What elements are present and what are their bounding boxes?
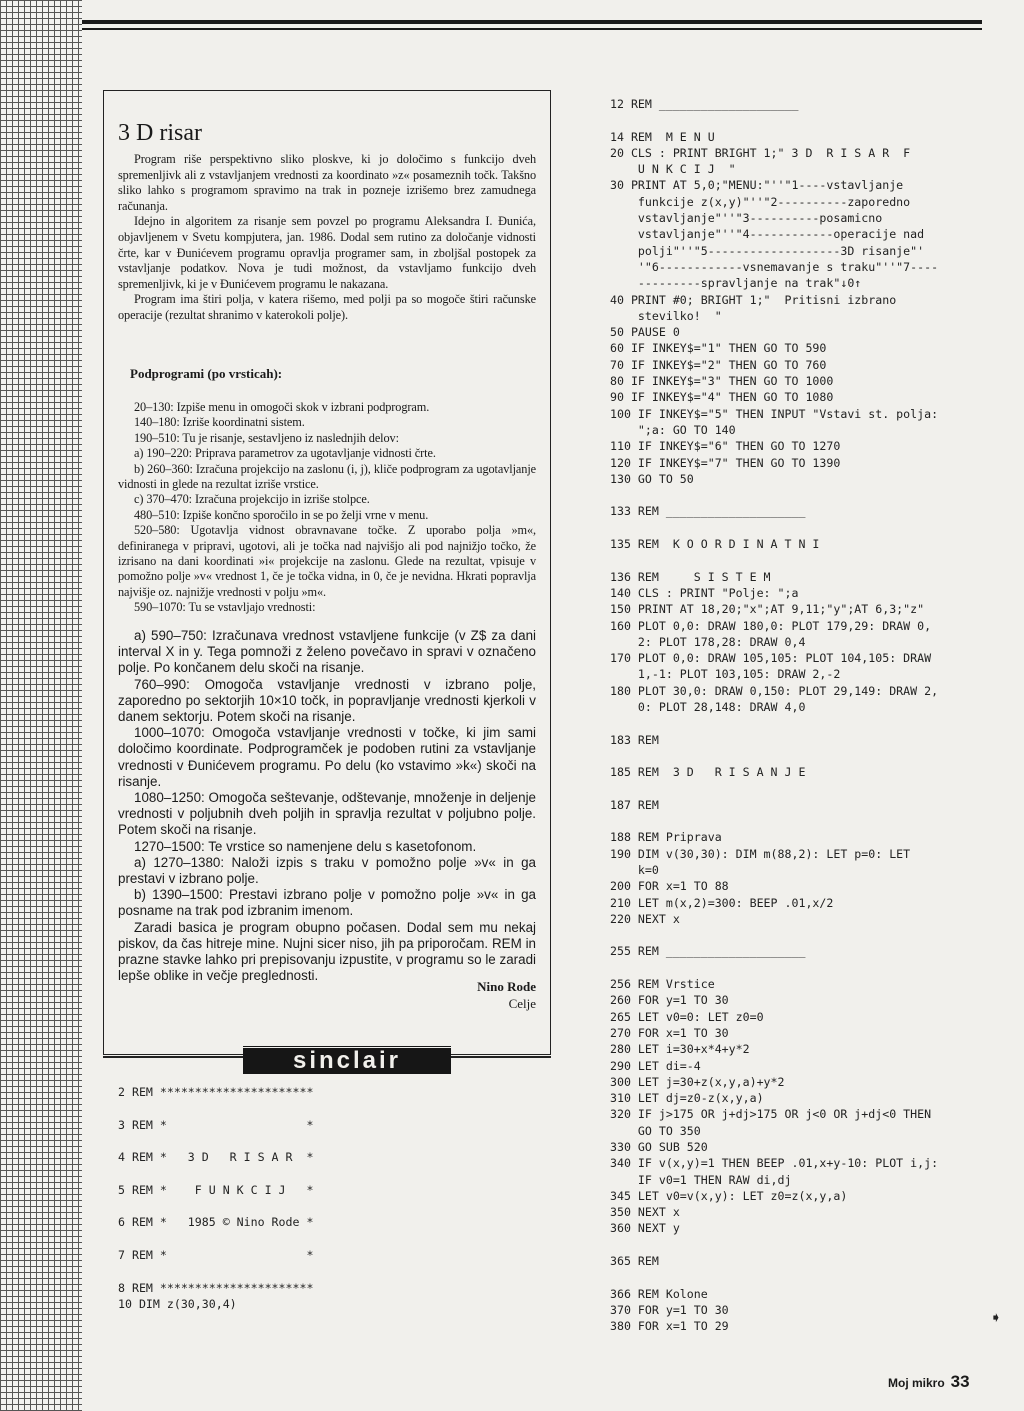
code-line: 7 REM * * bbox=[118, 1247, 314, 1262]
code-line: U N K C I J " bbox=[610, 162, 736, 177]
code-line: funkcije z(x,y)"''"2----------zaporedno bbox=[610, 194, 911, 209]
subroutine-item: 190–510: Tu je risanje, sestavljeno iz naslednjih delov: bbox=[134, 430, 399, 445]
intro-paragraph: Idejno in algoritem za risanje sem povzel po programu Aleksandra I. Đunića, objavljenem v Svetu kompjutera, jan. 1986. Dodal sem rutino za določanje vidnosti črte, kar v Đunićevem programu opravlja programer sam, in zboljšal postopek za vstavljanje podatkov. Nova je tudi možnost, da vstavljamo funkcijo dveh spremenljivk, ki je v Đunićevem programu le nakazana. bbox=[118, 214, 536, 291]
code-line: 70 IF INKEY$="2" THEN GO TO 760 bbox=[610, 357, 827, 372]
code-line: 1,-1: PLOT 103,105: DRAW 2,-2 bbox=[610, 667, 841, 682]
code-line: vstavljanje"''"4------------operacije nad bbox=[610, 227, 925, 242]
code-line: ---------spravljanje na trak"↓0↑ bbox=[610, 276, 862, 291]
code-line: 210 LET m(x,2)=300: BEEP .01,x/2 bbox=[610, 895, 834, 910]
code-line: 370 FOR y=1 TO 30 bbox=[610, 1302, 729, 1317]
closing-paragraph: Zaradi basica je program obupno počasen. Dodal sem mu nekaj piskov, da čas hitreje mine. Nujni sicer niso, jih pa priporočam. REM in prazne stavke lahko pri prepisovanju izpustite, v programu so le zaradi lepše oblike in večje preglednosti. bbox=[118, 919, 536, 984]
code-line: 110 IF INKEY$="6" THEN GO TO 1270 bbox=[610, 439, 841, 454]
code-line: 133 REM ____________________ bbox=[610, 504, 806, 519]
code-line: 150 PRINT AT 18,20;"x";AT 9,11;"y";AT 6,3;"z" bbox=[610, 602, 925, 617]
code-line bbox=[118, 1263, 313, 1279]
code-line: 10 DIM z(30,30,4) bbox=[118, 1296, 237, 1311]
code-line: 3 REM * * bbox=[118, 1117, 314, 1132]
code-line: 185 REM 3 D R I S A N J E bbox=[610, 765, 806, 780]
subroutine-item: b) 1390–1500: Prestavi izbrano polje v pomožno polje »v« in ga posname na trak pod izbranim imenom. bbox=[118, 887, 536, 919]
code-line: 90 IF INKEY$="4" THEN GO TO 1080 bbox=[610, 390, 834, 405]
code-line: 310 LET dj=z0-z(x,y,a) bbox=[610, 1091, 764, 1106]
subroutine-item: a) 1270–1380: Naloži izpis s traku v pomožno polje »v« in ga prestavi v izbrano polje. bbox=[118, 854, 536, 887]
code-line: 270 FOR x=1 TO 30 bbox=[610, 1025, 729, 1040]
article-title: 3 D risar bbox=[118, 120, 202, 146]
subroutine-item: 520–580: Ugotavlja vidnost obravnavane točke. Z uporabo polja »m«, definiranega v pripravi, ugotovi, ali je točka nad najvišjo ali pod najnižjo točko, že izrisano na dani koordinati »i« projekcije na zaslonu. Glede na rezultat, vpisuje v pomožno polje »v« vrednost 1, če je točka vidna, in 0, če je nevidna. Hkrati popravlja najvišje oz. najnižje vrednosti v polju »m«. bbox=[118, 523, 536, 599]
code-line: 30 PRINT AT 5,0;"MENU:"''"1----vstavljanje bbox=[610, 178, 904, 193]
subroutine-item: a) 190–220: Priprava parametrov za ugotavljanje vidnosti črte. bbox=[134, 446, 436, 461]
code-line bbox=[610, 927, 938, 943]
magazine-name: Moj mikro bbox=[888, 1376, 945, 1390]
subroutine-item: 1000–1070: Omogoča vstavljanje vrednosti v točke, ki jim sami določimo koordinate. Podprogramček je podoben rutini za vstavljanje vrednosti v Đunićevem programu. Po delu (ko vstavimo »k«) skoči na risanje. bbox=[118, 725, 536, 789]
code-line: stevilko! " bbox=[610, 308, 722, 323]
code-line: 80 IF INKEY$="3" THEN GO TO 1000 bbox=[610, 374, 834, 389]
code-line: 360 NEXT y bbox=[610, 1221, 680, 1236]
author-name: Nino Rode bbox=[477, 979, 536, 994]
article-intro bbox=[118, 152, 536, 324]
intro-paragraph: Program riše perspektivno sliko ploskve, ki jo določimo s funkcijo dveh spremenljivk ali z vstavljanjem vrednosti za koordinato »z« posameznih točk. Takšno sliko lahko s programom spravimo na trak in pozneje izrišemo brez zamudnega računanja. bbox=[118, 152, 536, 213]
code-line: k=0 bbox=[610, 862, 659, 877]
code-line: 345 LET v0=v(x,y): LET z0=z(x,y,a) bbox=[610, 1188, 848, 1203]
code-line: 20 CLS : PRINT BRIGHT 1;" 3 D R I S A R F bbox=[610, 145, 911, 160]
code-line: 4 REM * 3 D R I S A R * bbox=[118, 1150, 314, 1165]
grid-margin-pattern bbox=[0, 0, 82, 1411]
code-listing-left bbox=[118, 1084, 313, 1312]
page-number: 33 bbox=[950, 1372, 970, 1391]
author-block bbox=[477, 978, 536, 1012]
code-line: 135 REM K O O R D I N A T N I bbox=[610, 537, 820, 552]
subroutine-item: 20–130: Izpiše menu in omogoči skok v izbrani podprogram. bbox=[134, 400, 430, 414]
code-line: 12 REM ____________________ bbox=[610, 97, 799, 111]
code-line: 140 CLS : PRINT "Polje: ";a bbox=[610, 585, 799, 600]
subroutine-item: 590–1070: Tu se vstavljajo vrednosti: bbox=[134, 600, 316, 615]
code-line: 0: PLOT 28,148: DRAW 4,0 bbox=[610, 699, 806, 714]
code-line bbox=[610, 960, 938, 976]
code-line: 330 GO SUB 520 bbox=[610, 1140, 708, 1154]
code-line: 265 LET v0=0: LET z0=0 bbox=[610, 1009, 764, 1024]
subroutine-item: 1270–1500: Te vrstice so namenjene delu s kasetofonom. bbox=[134, 838, 477, 854]
subroutine-item: 760–990: Omogoča vstavljanje vrednosti v izbrano polje, zaporedno po sektorjih 10×10 točk, in popravljanje vrednosti kjerkoli v danem sektorju. Potem skoči na risanje. bbox=[118, 676, 536, 725]
code-line: 40 PRINT #0; BRIGHT 1;" Pritisni izbrano bbox=[610, 292, 897, 307]
code-line: polji"''"5-------------------3D risanje"' bbox=[610, 243, 925, 258]
code-line bbox=[118, 1100, 313, 1116]
code-line: 190 DIM v(30,30): DIM m(88,2): LET p=0: LET bbox=[610, 846, 911, 861]
code-line: 136 REM S I S T E M bbox=[610, 569, 771, 584]
code-line bbox=[610, 780, 938, 796]
code-line: 290 LET di=-4 bbox=[610, 1058, 701, 1073]
code-line bbox=[610, 487, 938, 503]
subroutine-item: 140–180: Izriše koordinatni sistem. bbox=[134, 415, 305, 430]
subroutine-item: a) 590–750: Izračunava vrednost vstavljene funkcije (v Z$ za dani interval X in y. Tega pomnoži z želeno povečavo in spravi v označeno polje. Po končanem delu skoči na risanje. bbox=[118, 628, 536, 676]
code-line bbox=[610, 112, 938, 128]
sinclair-logo: sinclair bbox=[243, 1045, 451, 1074]
subroutines-list-continued bbox=[118, 628, 536, 984]
page-footer bbox=[888, 1372, 970, 1392]
code-line: 365 REM bbox=[610, 1254, 659, 1269]
top-rule bbox=[82, 20, 982, 24]
code-line: 2: PLOT 178,28: DRAW 0,4 bbox=[610, 634, 806, 649]
subroutines-heading: Podprogrami (po vrsticah): bbox=[130, 366, 283, 381]
code-line bbox=[610, 1237, 938, 1253]
code-line bbox=[610, 1269, 938, 1285]
subroutine-item: c) 370–470: Izračuna projekcijo in izriše stolpce. bbox=[134, 492, 370, 507]
author-city: Celje bbox=[508, 996, 536, 1011]
subroutine-item: 480–510: Izpiše končno sporočilo in se po želji vrne v menu. bbox=[134, 507, 429, 522]
code-line: 350 NEXT x bbox=[610, 1205, 680, 1220]
code-line: 260 FOR y=1 TO 30 bbox=[610, 993, 729, 1008]
code-listing-right bbox=[610, 96, 938, 1335]
code-line: ";a: GO TO 140 bbox=[610, 422, 736, 437]
code-line: 50 PAUSE 0 bbox=[610, 325, 680, 340]
code-line: 340 IF v(x,y)=1 THEN BEEP .01,x+y-10: PLOT i,j: bbox=[610, 1156, 939, 1171]
code-line: 60 IF INKEY$="1" THEN GO TO 590 bbox=[610, 341, 827, 356]
code-line: 120 IF INKEY$="7" THEN GO TO 1390 bbox=[610, 455, 841, 470]
code-line: 188 REM Priprava bbox=[610, 830, 722, 845]
code-line: 366 REM Kolone bbox=[610, 1286, 708, 1301]
code-line: 180 PLOT 30,0: DRAW 0,150: PLOT 29,149: DRAW 2, bbox=[610, 683, 939, 698]
subroutine-item: b) 260–360: Izračuna projekcijo na zaslonu (i, j), kliče podprogram za ugotavljanje vidnosti in glede na rezultat izriše vrstice. bbox=[118, 461, 536, 492]
code-line: GO TO 350 bbox=[610, 1123, 701, 1138]
subroutine-item: 1080–1250: Omogoča seštevanje, odštevanje, množenje in deljenje vrednosti v poljubnih dveh poljih in spravlja rezultat v poljubno polje. Potem skoči na risanje. bbox=[118, 790, 536, 838]
code-line: 220 NEXT x bbox=[610, 911, 680, 926]
code-line: 14 REM M E N U bbox=[610, 129, 715, 144]
code-line: 100 IF INKEY$="5" THEN INPUT "Vstavi st. polja: bbox=[610, 406, 939, 421]
code-line bbox=[118, 1198, 313, 1214]
top-rule-thin bbox=[82, 28, 982, 30]
code-line bbox=[610, 748, 938, 764]
code-line bbox=[118, 1133, 313, 1149]
code-line: 170 PLOT 0,0: DRAW 105,105: PLOT 104,105: DRAW bbox=[610, 651, 932, 666]
code-line: 320 IF j>175 OR j+dj>175 OR j<0 OR j+dj<0 THEN bbox=[610, 1107, 932, 1122]
code-line: 183 REM bbox=[610, 732, 659, 747]
code-line: 130 GO TO 50 bbox=[610, 471, 694, 486]
code-line: 255 REM ____________________ bbox=[610, 944, 806, 959]
code-line: 280 LET i=30+x*4+y*2 bbox=[610, 1042, 750, 1057]
code-line: '"6------------vsnemavanje s traku"''"7---- bbox=[610, 259, 939, 274]
code-line bbox=[118, 1231, 313, 1247]
code-line: 5 REM * F U N K C I J * bbox=[118, 1182, 314, 1197]
code-line: 8 REM ********************** bbox=[118, 1280, 314, 1295]
code-line bbox=[118, 1165, 313, 1181]
code-line: vstavljanje"''"3----------posamicno bbox=[610, 211, 883, 226]
continue-arrow-icon: ➧ bbox=[990, 1310, 1002, 1326]
code-line bbox=[610, 520, 938, 536]
code-line: 256 REM Vrstice bbox=[610, 977, 715, 992]
code-line: 6 REM * 1985 © Nino Rode * bbox=[118, 1215, 314, 1230]
code-line: 380 FOR x=1 TO 29 bbox=[610, 1319, 729, 1334]
code-line bbox=[610, 552, 938, 568]
subroutines-list bbox=[118, 400, 536, 616]
code-line: IF v0=1 THEN RAW di,dj bbox=[610, 1172, 792, 1187]
code-line: 187 REM bbox=[610, 797, 659, 812]
code-line bbox=[610, 715, 938, 731]
code-line: 200 FOR x=1 TO 88 bbox=[610, 879, 729, 894]
code-line: 300 LET j=30+z(x,y,a)+y*2 bbox=[610, 1074, 785, 1089]
code-line: 160 PLOT 0,0: DRAW 180,0: PLOT 179,29: DRAW 0, bbox=[610, 618, 932, 633]
code-line bbox=[610, 813, 938, 829]
code-line: 2 REM ********************** bbox=[118, 1085, 314, 1099]
intro-paragraph: Program ima štiri polja, v katera rišemo, med polji pa so mogoče štiri računske operacije (rezultat shranimo v katerokoli polje). bbox=[118, 292, 536, 322]
